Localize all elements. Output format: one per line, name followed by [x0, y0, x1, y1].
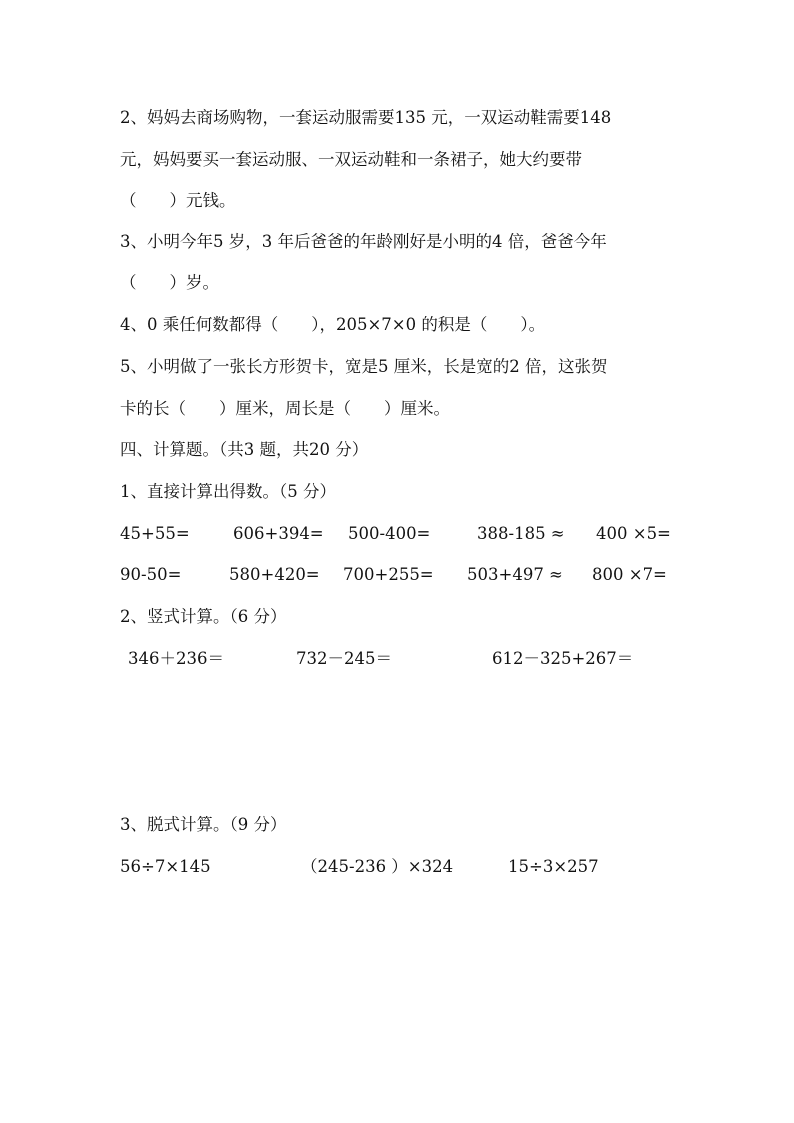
mental-math-item: 500-400= — [348, 524, 431, 543]
mental-math-item: 606+394= — [233, 524, 324, 543]
mental-math-row-2 — [0, 563, 794, 587]
question-2-line-2: 元，妈妈要买一套运动服、一双运动鞋和一条裙子，她大约要带 — [120, 150, 582, 169]
mental-math-item: 580+420= — [229, 565, 320, 584]
question-5-line-1: 5、小明做了一张长方形贺卡，宽是5 厘米，长是宽的2 倍，这张贺 — [120, 357, 608, 376]
part-1-title: 1、直接计算出得数。（5 分） — [120, 482, 336, 501]
mental-math-item: 800 ×7= — [592, 565, 667, 584]
question-4-line-1: 4、0 乘任何数都得（ ），205×7×0 的积是（ ）。 — [120, 315, 546, 334]
question-3-line-1: 3、小明今年5 岁，3 年后爸爸的年龄刚好是小明的4 倍，爸爸今年 — [120, 232, 607, 251]
vertical-calc-item: 612－325+267＝ — [492, 649, 634, 668]
question-2-line-3: （ ）元钱。 — [120, 191, 236, 210]
question-2-line-1: 2、妈妈去商场购物，一套运动服需要135 元，一双运动鞋需要148 — [120, 108, 612, 127]
part-3-title: 3、脱式计算。（9 分） — [120, 815, 287, 834]
vertical-calc-item: 732－245＝ — [296, 649, 392, 668]
question-3-line-2: （ ）岁。 — [120, 273, 219, 292]
section-4-title: 四、计算题。（共3 题，共20 分） — [120, 440, 369, 459]
mental-math-item: 388-185 ≈ — [477, 524, 565, 543]
mental-math-row-1 — [0, 522, 794, 546]
mental-math-item: 45+55= — [120, 524, 190, 543]
stepwise-calc-item: 56÷7×145 — [120, 857, 211, 876]
mental-math-item: 503+497 ≈ — [467, 565, 563, 584]
question-5-line-2: 卡的长（ ）厘米，周长是（ ）厘米。 — [120, 399, 450, 418]
vertical-calc-row — [0, 647, 794, 671]
stepwise-calc-item: （245-236 ）×324 — [301, 857, 454, 876]
mental-math-item: 90-50= — [120, 565, 182, 584]
stepwise-calc-row — [0, 855, 794, 879]
vertical-calc-item: 346＋236＝ — [128, 649, 224, 668]
stepwise-calc-item: 15÷3×257 — [508, 857, 599, 876]
mental-math-item: 400 ×5= — [596, 524, 671, 543]
part-2-title: 2、竖式计算。（6 分） — [120, 607, 287, 626]
mental-math-item: 700+255= — [343, 565, 434, 584]
